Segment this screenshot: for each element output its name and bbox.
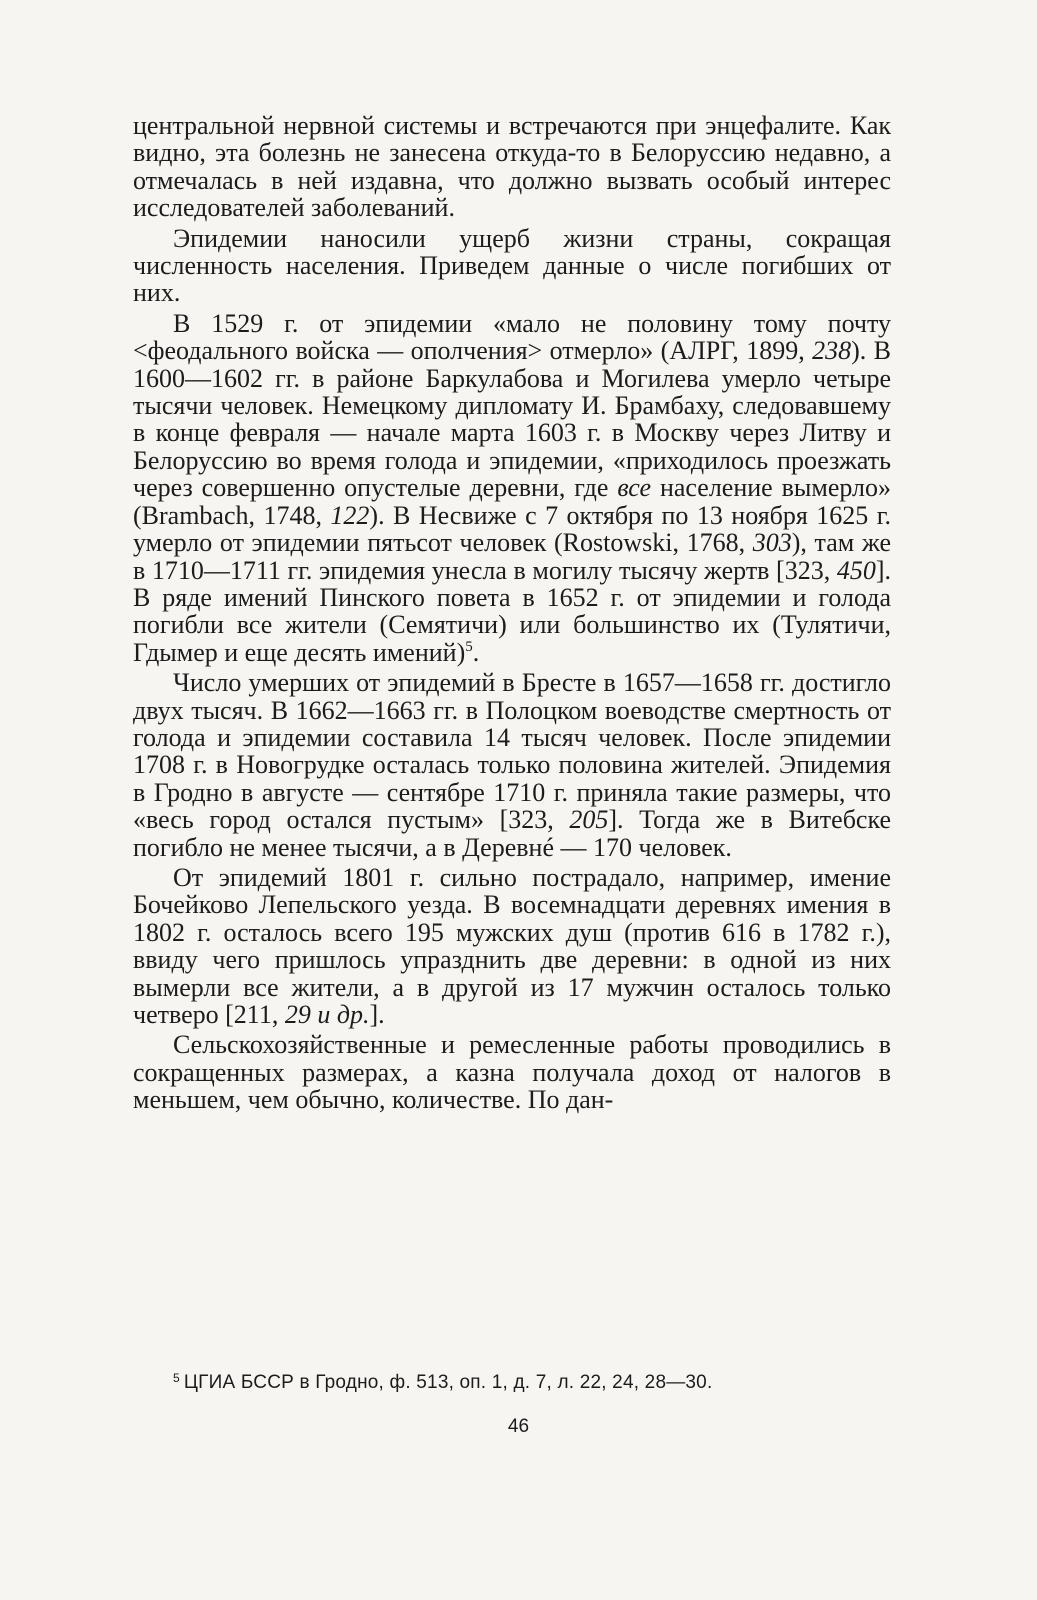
paragraph-5 bbox=[133, 864, 891, 1028]
text-run: население вымерло» (Brambach, 1748, bbox=[133, 473, 891, 530]
text-run: В 1529 г. от эпидемии «мало не половину тому почту <феодального войска — ополчения> отмерло» (АЛРГ, 1899, bbox=[133, 308, 891, 366]
text-run: ]. В ряде имений Пинского повета в 1652 г. от эпидемии и голода погибли все жители (Семятичи) или большинство их (Тулятичи, Гдымер и еще десять имений) bbox=[133, 555, 891, 667]
text-run: ]. bbox=[369, 1000, 385, 1029]
text-run: ), там же в 1710—1711 гг. эпидемия унесла в могилу тысячу жертв [323, bbox=[133, 528, 891, 585]
text-run: От эпидемий 1801 г. сильно пострадало, например, имение Бочейково Лепельского уезда. В восемнадцати деревнях имения в 1802 г. осталось всего 195 мужских душ (против 616 в 1782 г.), ввиду чего пришлось упразднить две деревни: в одной из них вымерли все жители, а в другой из 17 мужчин осталось только четверо [211, bbox=[133, 862, 891, 1029]
page-body bbox=[133, 112, 891, 1114]
citation-page: 205 bbox=[569, 805, 609, 835]
page-number: 46 bbox=[507, 1416, 530, 1437]
footnote bbox=[133, 1372, 891, 1394]
text-run: ]. Тогда же в Витебске погибло не менее тысячи, а в Деревнé — 170 человек. bbox=[133, 805, 891, 862]
emphasis-word: все bbox=[617, 473, 652, 503]
citation-page: 238 bbox=[812, 336, 852, 366]
footnote-marker: 5 bbox=[465, 638, 473, 655]
footnote-number: 5 bbox=[173, 1371, 180, 1385]
citation-page: 29 и др. bbox=[284, 1000, 370, 1029]
citation-page: 303 bbox=[752, 528, 792, 558]
paragraph-2: Эпидемии наносили ущерб жизни страны, сокращая численность населения. Приведем данные о числе погибших от них. bbox=[133, 223, 891, 308]
text-run: ). В 1600—1602 гг. в районе Баркулабова и Могилева умерло четыре тысячи человек. Немецкому дипломату И. Брамбаху, следовавшему в конце февраля — начале марта 1603 г. в Москву через Литву и Белоруссию во время голода и эпидемии, «приходилось проезжать через совершенно опустелые деревни, где bbox=[133, 336, 891, 503]
citation-page: 122 bbox=[330, 500, 370, 530]
paragraph-4 bbox=[133, 669, 891, 861]
paragraph-1: центральной нервной системы и встречаются при энцефалите. Как видно, эта болезнь не занесена откуда-то в Белоруссию недавно, а отмечалась в ней издавна, что должно вызвать особый интерес исследователей заболеваний. bbox=[133, 111, 891, 223]
citation-page: 450 bbox=[836, 555, 876, 585]
paragraph-6: Сельскохозяйственные и ремесленные работы проводились в сокращенных размерах, а казна получала доход от налогов в меньшем, чем обычно, количестве. По дан- bbox=[133, 1030, 891, 1115]
text-run: ). В Несвиже с 7 октября по 13 ноября 1625 г. умерло от эпидемии пятьсот человек (Rostowski, 1768, bbox=[133, 500, 891, 558]
text-run: Число умерших от эпидемий в Бресте в 1657—1658 гг. достигло двух тысяч. В 1662—1663 гг. в Полоцком воеводстве смертность от голода и эпидемии составила 14 тысяч человек. После эпидемии 1708 г. в Новогрудке осталась только половина жителей. Эпидемия в Гродно в августе — сентябре 1710 г. приняла такие размеры, что «весь город остался пустым» [323, bbox=[133, 668, 891, 835]
text-run: . bbox=[472, 637, 480, 667]
paragraph-3 bbox=[133, 310, 891, 666]
footnote-text: ЦГИА БССР в Гродно, ф. 513, оп. 1, д. 7, л. 22, 24, 28—30. bbox=[183, 1372, 713, 1393]
